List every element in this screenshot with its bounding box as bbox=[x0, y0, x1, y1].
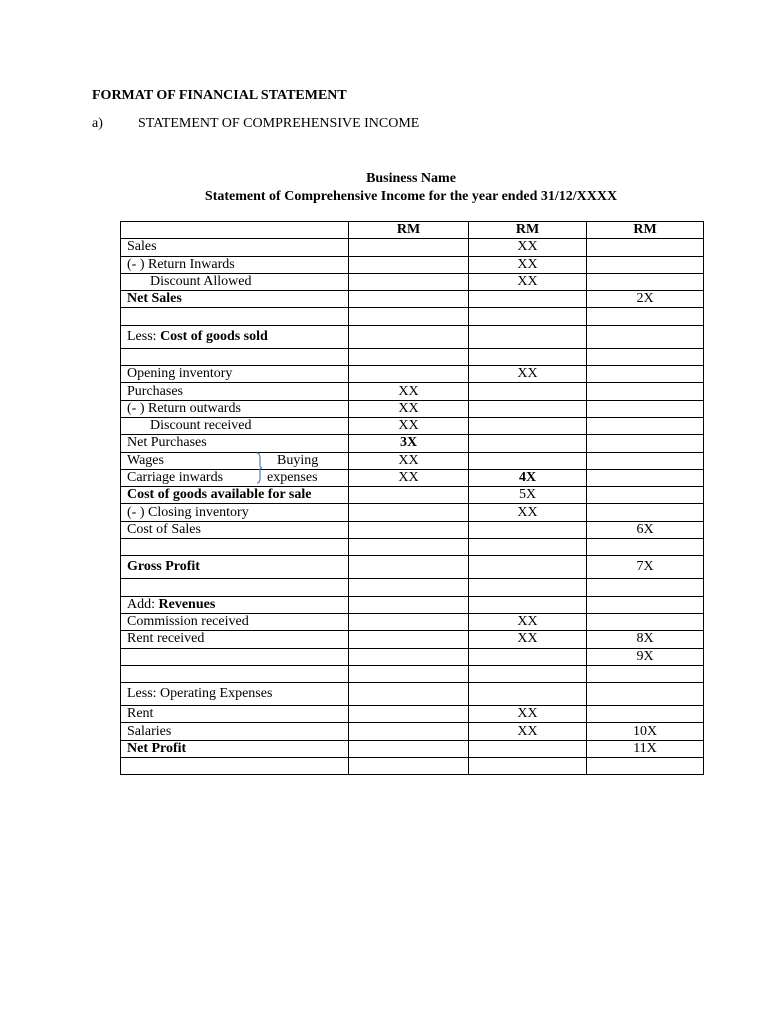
statement-title: Statement of Comprehensive Income for the year ended 31/12/XXXX bbox=[204, 189, 618, 204]
cell-description bbox=[121, 417, 349, 434]
cell-rm-col-2 bbox=[469, 758, 587, 775]
description-content bbox=[127, 597, 342, 613]
table-header-row bbox=[121, 222, 704, 239]
row-label-emphasis: Cost of goods sold bbox=[160, 328, 268, 344]
description-content bbox=[127, 470, 342, 486]
table-row bbox=[121, 417, 704, 434]
cell-rm-col-1: XX bbox=[349, 452, 469, 469]
row-label: Net Purchases bbox=[127, 435, 207, 451]
cell-description bbox=[121, 556, 349, 579]
cell-description bbox=[121, 400, 349, 417]
cell-rm-col-3: 7X bbox=[587, 556, 704, 579]
row-label: Discount received bbox=[150, 418, 252, 434]
cell-rm-col-3: 2X bbox=[587, 291, 704, 308]
cell-description bbox=[121, 256, 349, 273]
row-label: Salaries bbox=[127, 723, 172, 739]
table-row bbox=[121, 452, 704, 469]
table-row bbox=[121, 487, 704, 504]
description-content bbox=[127, 257, 342, 273]
cell-rm-col-2: XX bbox=[469, 273, 587, 290]
cell-rm-col-1 bbox=[349, 273, 469, 290]
cell-rm-col-1 bbox=[349, 239, 469, 256]
cell-rm-col-2: XX bbox=[469, 366, 587, 383]
cell-rm-col-2: 5X bbox=[469, 487, 587, 504]
cell-rm-col-1 bbox=[349, 504, 469, 521]
cell-rm-col-2 bbox=[469, 579, 587, 596]
cell-rm-col-1: 3X bbox=[349, 435, 469, 452]
cell-rm-col-3: 9X bbox=[587, 648, 704, 665]
cell-rm-col-1 bbox=[349, 556, 469, 579]
cell-description bbox=[121, 648, 349, 665]
description-content bbox=[127, 435, 342, 451]
cell-rm-col-2: XX bbox=[469, 706, 587, 723]
cell-rm-col-1 bbox=[349, 613, 469, 630]
header-rm-col-3: RM bbox=[587, 222, 704, 239]
row-label: Net Sales bbox=[127, 291, 182, 307]
description-content bbox=[127, 724, 342, 740]
cell-rm-col-3 bbox=[587, 417, 704, 434]
cell-description bbox=[121, 273, 349, 290]
cell-rm-col-3 bbox=[587, 596, 704, 613]
cell-description bbox=[121, 631, 349, 648]
row-label: Commission received bbox=[127, 614, 249, 630]
cell-rm-col-3 bbox=[587, 383, 704, 400]
cell-rm-col-3 bbox=[587, 487, 704, 504]
cell-rm-col-1: XX bbox=[349, 469, 469, 486]
description-content bbox=[127, 741, 342, 757]
cell-rm-col-2 bbox=[469, 740, 587, 757]
description-content bbox=[127, 274, 342, 290]
table-row bbox=[121, 706, 704, 723]
row-label: (- ) Return outwards bbox=[127, 400, 241, 416]
cell-description bbox=[121, 469, 349, 486]
description-content bbox=[127, 418, 342, 434]
statement-titles bbox=[120, 170, 702, 206]
cell-rm-col-2 bbox=[469, 400, 587, 417]
cell-rm-col-3 bbox=[587, 435, 704, 452]
table-row bbox=[121, 348, 704, 365]
cell-description bbox=[121, 366, 349, 383]
row-label: (- ) Closing inventory bbox=[127, 504, 249, 520]
cell-rm-col-1 bbox=[349, 539, 469, 556]
cell-rm-col-3 bbox=[587, 256, 704, 273]
cell-rm-col-3 bbox=[587, 325, 704, 348]
cell-rm-col-2 bbox=[469, 452, 587, 469]
table-row bbox=[121, 325, 704, 348]
row-label: Wages bbox=[127, 452, 164, 468]
cell-rm-col-1 bbox=[349, 256, 469, 273]
cell-rm-col-3 bbox=[587, 273, 704, 290]
table-row bbox=[121, 400, 704, 417]
table-row bbox=[121, 308, 704, 325]
cell-rm-col-1 bbox=[349, 579, 469, 596]
cell-rm-col-2: 4X bbox=[469, 469, 587, 486]
table-row bbox=[121, 239, 704, 256]
cell-rm-col-2 bbox=[469, 308, 587, 325]
cell-rm-col-3 bbox=[587, 504, 704, 521]
header-rm-col-2: RM bbox=[469, 222, 587, 239]
row-label: Less: bbox=[127, 328, 161, 344]
description-content bbox=[127, 631, 342, 647]
section-letter: a) bbox=[92, 116, 103, 131]
cell-rm-col-1 bbox=[349, 631, 469, 648]
cell-rm-col-1 bbox=[349, 596, 469, 613]
row-label: Cost of Sales bbox=[127, 521, 201, 537]
cell-rm-col-2: XX bbox=[469, 613, 587, 630]
cell-description bbox=[121, 487, 349, 504]
cell-rm-col-2 bbox=[469, 435, 587, 452]
cell-rm-col-1 bbox=[349, 291, 469, 308]
cell-rm-col-3: 8X bbox=[587, 631, 704, 648]
cell-rm-col-2 bbox=[469, 325, 587, 348]
cell-rm-col-1 bbox=[349, 723, 469, 740]
document-heading: FORMAT OF FINANCIAL STATEMENT bbox=[92, 88, 347, 103]
row-label: Net Profit bbox=[127, 740, 187, 756]
cell-rm-col-2 bbox=[469, 417, 587, 434]
cell-rm-col-3 bbox=[587, 239, 704, 256]
cell-rm-col-1 bbox=[349, 665, 469, 682]
cell-rm-col-3 bbox=[587, 579, 704, 596]
cell-description bbox=[121, 758, 349, 775]
cell-rm-col-2 bbox=[469, 596, 587, 613]
cell-description bbox=[121, 665, 349, 682]
cell-rm-col-1 bbox=[349, 348, 469, 365]
cell-rm-col-2: XX bbox=[469, 504, 587, 521]
row-label: (- ) Return Inwards bbox=[127, 256, 235, 272]
description-content bbox=[127, 291, 342, 307]
table-row bbox=[121, 648, 704, 665]
cell-rm-col-2 bbox=[469, 383, 587, 400]
cell-rm-col-1: XX bbox=[349, 383, 469, 400]
table-row bbox=[121, 469, 704, 486]
cell-rm-col-3: 10X bbox=[587, 723, 704, 740]
business-name: Business Name bbox=[366, 171, 456, 186]
cell-rm-col-1 bbox=[349, 487, 469, 504]
cell-description bbox=[121, 596, 349, 613]
row-label: Carriage inwards bbox=[127, 470, 224, 485]
cell-rm-col-2: XX bbox=[469, 631, 587, 648]
table-row bbox=[121, 256, 704, 273]
row-label: Less: Operating Expenses bbox=[127, 686, 273, 702]
cell-rm-col-3 bbox=[587, 706, 704, 723]
cell-description bbox=[121, 706, 349, 723]
description-content bbox=[127, 366, 342, 382]
cell-rm-col-3 bbox=[587, 469, 704, 486]
cell-description bbox=[121, 740, 349, 757]
section-title: STATEMENT OF COMPREHENSIVE INCOME bbox=[138, 116, 420, 131]
table-row bbox=[121, 273, 704, 290]
table-row bbox=[121, 435, 704, 452]
cell-rm-col-2 bbox=[469, 348, 587, 365]
cell-description bbox=[121, 383, 349, 400]
cell-rm-col-3 bbox=[587, 758, 704, 775]
cell-rm-col-2 bbox=[469, 521, 587, 538]
table-row bbox=[121, 539, 704, 556]
description-content bbox=[127, 384, 342, 400]
table-row bbox=[121, 613, 704, 630]
cell-description bbox=[121, 579, 349, 596]
cell-description bbox=[121, 348, 349, 365]
income-statement-body bbox=[121, 222, 704, 775]
section-heading bbox=[92, 116, 419, 132]
description-content bbox=[127, 686, 342, 702]
cell-rm-col-3 bbox=[587, 539, 704, 556]
row-label: Discount Allowed bbox=[150, 274, 252, 290]
table-row bbox=[121, 631, 704, 648]
cell-rm-col-2 bbox=[469, 291, 587, 308]
table-row bbox=[121, 556, 704, 579]
table-row bbox=[121, 383, 704, 400]
cell-rm-col-3: 11X bbox=[587, 740, 704, 757]
description-content bbox=[127, 522, 342, 538]
row-label-emphasis: Revenues bbox=[158, 596, 216, 612]
cell-rm-col-2 bbox=[469, 648, 587, 665]
table-row bbox=[121, 504, 704, 521]
cell-rm-col-1 bbox=[349, 648, 469, 665]
cell-rm-col-2: XX bbox=[469, 239, 587, 256]
cell-rm-col-1: XX bbox=[349, 417, 469, 434]
cell-rm-col-1 bbox=[349, 308, 469, 325]
cell-rm-col-1 bbox=[349, 683, 469, 706]
description-content bbox=[127, 401, 342, 417]
cell-rm-col-1 bbox=[349, 740, 469, 757]
cell-description bbox=[121, 613, 349, 630]
table-row bbox=[121, 579, 704, 596]
cell-rm-col-3 bbox=[587, 308, 704, 325]
cell-description bbox=[121, 521, 349, 538]
row-label: Opening inventory bbox=[127, 366, 233, 382]
cell-rm-col-3 bbox=[587, 665, 704, 682]
row-label: Cost of goods available for sale bbox=[127, 487, 312, 503]
cell-rm-col-1 bbox=[349, 366, 469, 383]
table-row bbox=[121, 665, 704, 682]
cell-rm-col-2 bbox=[469, 556, 587, 579]
cell-rm-col-1 bbox=[349, 758, 469, 775]
row-label: Sales bbox=[127, 239, 157, 255]
cell-rm-col-3: 6X bbox=[587, 521, 704, 538]
row-label: Purchases bbox=[127, 383, 183, 399]
description-content bbox=[127, 239, 342, 255]
cell-rm-col-1 bbox=[349, 521, 469, 538]
cell-rm-col-2: XX bbox=[469, 723, 587, 740]
row-label: Rent received bbox=[127, 631, 205, 647]
cell-rm-col-3 bbox=[587, 613, 704, 630]
table-row bbox=[121, 596, 704, 613]
cell-rm-col-3 bbox=[587, 452, 704, 469]
table-row bbox=[121, 291, 704, 308]
cell-rm-col-3 bbox=[587, 348, 704, 365]
note-line: Buying bbox=[277, 452, 319, 468]
table-row bbox=[121, 723, 704, 740]
cell-description bbox=[121, 683, 349, 706]
cell-rm-col-3 bbox=[587, 683, 704, 706]
row-label: Gross Profit bbox=[127, 559, 200, 575]
cell-rm-col-1: XX bbox=[349, 400, 469, 417]
cell-description bbox=[121, 325, 349, 348]
cell-description bbox=[121, 504, 349, 521]
header-description bbox=[121, 222, 349, 239]
note-line: expenses bbox=[267, 469, 318, 485]
cell-rm-col-3 bbox=[587, 366, 704, 383]
cell-rm-col-2 bbox=[469, 683, 587, 706]
description-content bbox=[127, 487, 342, 503]
income-statement-table bbox=[120, 221, 704, 775]
description-content bbox=[127, 614, 342, 630]
table-row bbox=[121, 758, 704, 775]
cell-rm-col-2 bbox=[469, 665, 587, 682]
table-row bbox=[121, 521, 704, 538]
cell-description bbox=[121, 723, 349, 740]
table-row bbox=[121, 740, 704, 757]
description-content bbox=[127, 505, 342, 521]
cell-description bbox=[121, 291, 349, 308]
description-content bbox=[127, 706, 342, 722]
row-label: Rent bbox=[127, 706, 154, 722]
row-label: Add: bbox=[127, 596, 159, 612]
cell-rm-col-2 bbox=[469, 539, 587, 556]
cell-description bbox=[121, 435, 349, 452]
description-content bbox=[127, 559, 342, 575]
table-row bbox=[121, 366, 704, 383]
cell-description bbox=[121, 539, 349, 556]
cell-rm-col-1 bbox=[349, 706, 469, 723]
table-row bbox=[121, 683, 704, 706]
description-content bbox=[127, 329, 342, 345]
header-rm-col-1: RM bbox=[349, 222, 469, 239]
cell-description bbox=[121, 308, 349, 325]
cell-rm-col-1 bbox=[349, 325, 469, 348]
cell-description bbox=[121, 239, 349, 256]
cell-rm-col-3 bbox=[587, 400, 704, 417]
cell-rm-col-2: XX bbox=[469, 256, 587, 273]
